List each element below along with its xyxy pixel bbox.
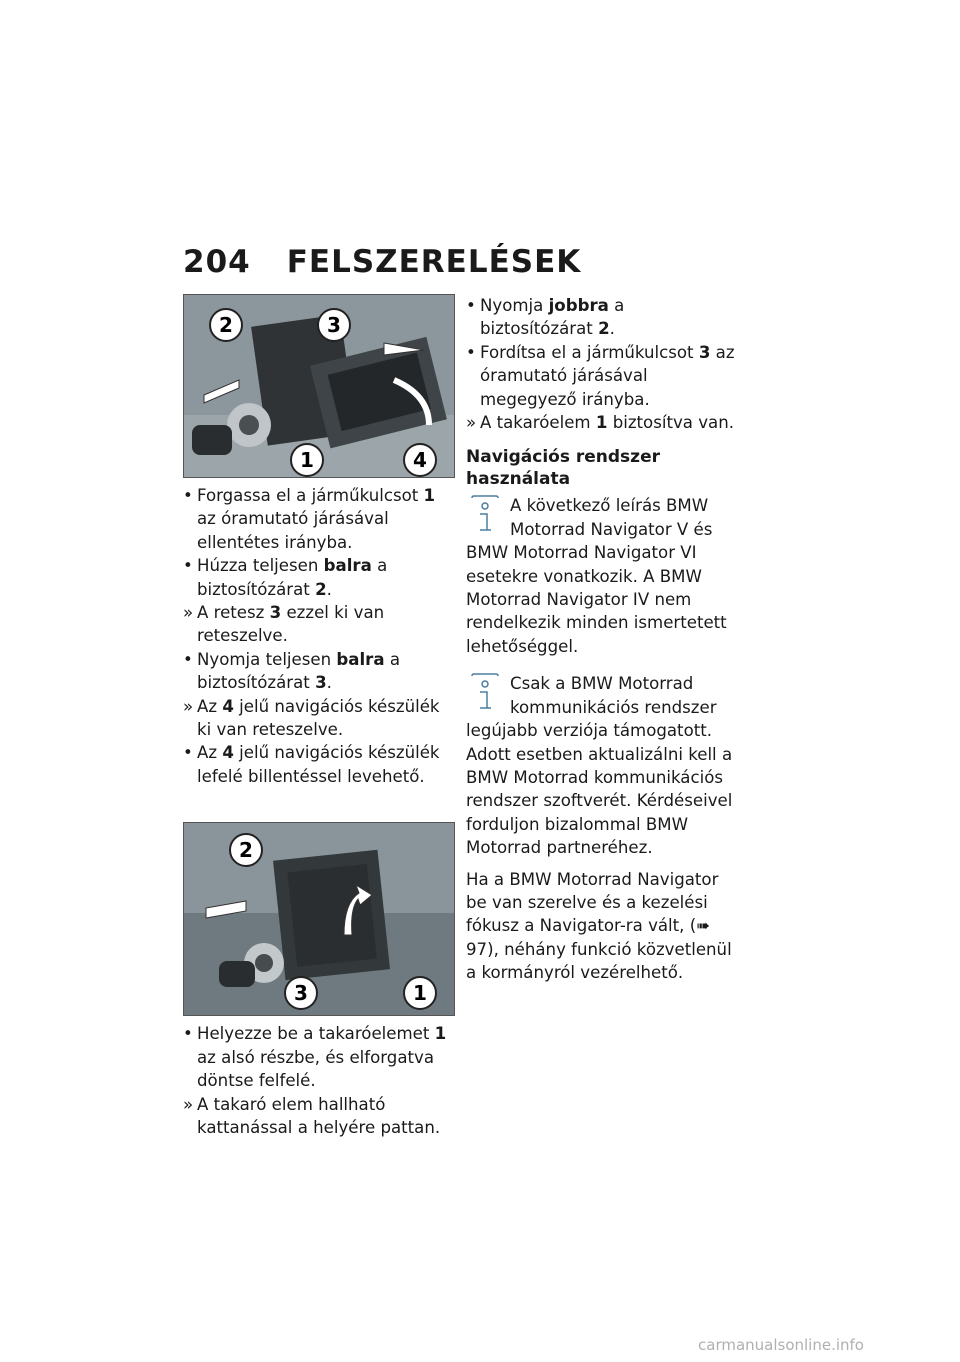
figure1-callouts xyxy=(184,295,454,477)
step-text: Nyomja xyxy=(480,296,549,315)
callout-2 xyxy=(230,834,262,866)
callout-1 xyxy=(404,977,436,1009)
step-text: Forgassa el a járműkulcsot xyxy=(197,486,424,505)
step-text: a biztosítózárat xyxy=(480,296,625,339)
svg-text:3: 3 xyxy=(327,313,341,337)
info-note-1-text: A következő leírás BMW Motorrad Navigator V és BMW Motorrad Navigator VI esetekre vonatkozik. A BMW Motorrad Navigator IV nem rendelkezik minden ismertetett lehetőséggel. xyxy=(466,496,727,656)
callout-3 xyxy=(285,977,317,1009)
step-text: A retesz xyxy=(197,603,270,623)
step-text: az óramutató járásával megegyező irányba. xyxy=(480,342,735,409)
bullet-marker: • xyxy=(466,342,476,362)
step-text: . xyxy=(326,673,332,693)
install-steps xyxy=(183,1022,453,1139)
step-text: Fordítsa el a járműkulcsot xyxy=(480,342,699,362)
step-text: A takaróelem xyxy=(480,413,596,433)
step-text: Húzza teljesen xyxy=(197,556,324,576)
step-emphasis: 4 xyxy=(222,743,234,763)
footer-watermark: carmanualsonline.info xyxy=(698,1336,864,1354)
step-text: biztosítva van. xyxy=(607,413,735,433)
step-item xyxy=(466,341,736,411)
info-note-2-text: Csak a BMW Motorrad kommunikációs rendszer legújabb verziója támogatott. Adott esetben aktualizálni kell a BMW Motorrad kommunikációs rendszer szoftverét. Kérdéseivel forduljon bizalommal BMW Motorrad partneréhez. xyxy=(466,674,733,858)
step-text: az alsó részbe, és elforgatva döntse felfelé. xyxy=(197,1047,434,1091)
svg-text:1: 1 xyxy=(413,981,427,1006)
svg-text:2: 2 xyxy=(239,838,253,863)
step-text: Az xyxy=(197,696,223,716)
figure-cover-install xyxy=(183,822,455,1016)
step-emphasis: jobbra xyxy=(548,296,609,315)
step-emphasis: balra xyxy=(323,556,372,576)
left-column xyxy=(183,294,453,1139)
step-text: az óramutató járásával ellentétes irányba. xyxy=(197,509,389,552)
step-text: a biztosítózárat xyxy=(197,649,401,693)
step-text: jelű navigációs készülék ki van reteszelve. xyxy=(197,696,440,740)
step-item xyxy=(183,741,453,788)
step-text: ezzel ki van reteszelve. xyxy=(197,603,385,646)
page-number: 204 xyxy=(183,244,251,280)
bullet-marker: • xyxy=(183,649,193,669)
result-marker: » xyxy=(183,696,194,716)
bullet-marker: • xyxy=(183,743,193,763)
callout-4 xyxy=(404,444,436,476)
step-emphasis: 1 xyxy=(434,1024,447,1044)
step-emphasis: 1 xyxy=(423,486,436,505)
removal-steps xyxy=(183,484,453,788)
svg-text:2: 2 xyxy=(219,313,233,337)
step-text: . xyxy=(326,579,332,599)
bullet-marker: • xyxy=(183,1024,193,1044)
right-column xyxy=(466,294,736,985)
svg-text:3: 3 xyxy=(294,981,308,1006)
figure2-callouts xyxy=(184,823,454,1015)
step-emphasis: 3 xyxy=(269,603,282,623)
page-header xyxy=(183,244,581,280)
step-emphasis: 2 xyxy=(598,319,610,339)
step-item xyxy=(183,484,453,554)
result-marker: » xyxy=(183,1094,194,1114)
svg-text:1: 1 xyxy=(300,448,314,472)
info-note-2 xyxy=(466,672,736,859)
step-item xyxy=(183,695,453,742)
callout-2 xyxy=(210,309,242,341)
callout-3 xyxy=(318,309,350,341)
result-marker: » xyxy=(183,603,194,623)
step-item xyxy=(183,554,453,601)
lock-steps xyxy=(466,294,736,434)
navigator-paragraph: Ha a BMW Motorrad Navigator be van szerelve és a kezelési fókusz a Navigator-ra vált, (➠ 97), néhány funkció közvetlenül a kormányról vezérelhető. xyxy=(466,869,732,983)
step-item xyxy=(183,1093,453,1140)
step-emphasis: 4 xyxy=(222,696,234,716)
step-text: Helyezze be a takaróelemet xyxy=(197,1024,435,1044)
section-title: FELSZERELÉSEK xyxy=(286,244,582,280)
step-text: a biztosítózárat xyxy=(197,556,388,599)
callout-1 xyxy=(291,444,323,476)
step-text: . xyxy=(609,319,615,339)
bullet-marker: • xyxy=(183,486,193,505)
step-emphasis: 3 xyxy=(315,673,327,693)
step-text: jelű navigációs készülék lefelé billentéssel levehető. xyxy=(197,743,440,786)
svg-text:4: 4 xyxy=(413,448,427,472)
step-text: Nyomja teljesen xyxy=(197,649,337,669)
bullet-marker: • xyxy=(183,556,193,576)
step-text: A takaró elem hallható kattanással a helyére pattan. xyxy=(197,1094,441,1137)
bullet-marker: • xyxy=(466,296,476,315)
step-emphasis: 1 xyxy=(595,413,608,433)
step-item xyxy=(183,601,453,648)
step-text: Az xyxy=(197,743,223,763)
step-emphasis: 3 xyxy=(698,342,711,362)
info-icon xyxy=(466,672,504,716)
step-item xyxy=(183,648,453,695)
info-note-1 xyxy=(466,494,736,658)
step-item xyxy=(183,1022,453,1092)
subheading: Navigációs rendszer használata xyxy=(466,447,660,490)
step-emphasis: balra xyxy=(336,649,385,669)
step-emphasis: 2 xyxy=(315,579,327,599)
figure-navigator-removal xyxy=(183,294,455,478)
result-marker: » xyxy=(466,413,477,433)
step-item xyxy=(466,411,736,434)
info-icon xyxy=(466,494,504,538)
step-item xyxy=(466,294,736,341)
